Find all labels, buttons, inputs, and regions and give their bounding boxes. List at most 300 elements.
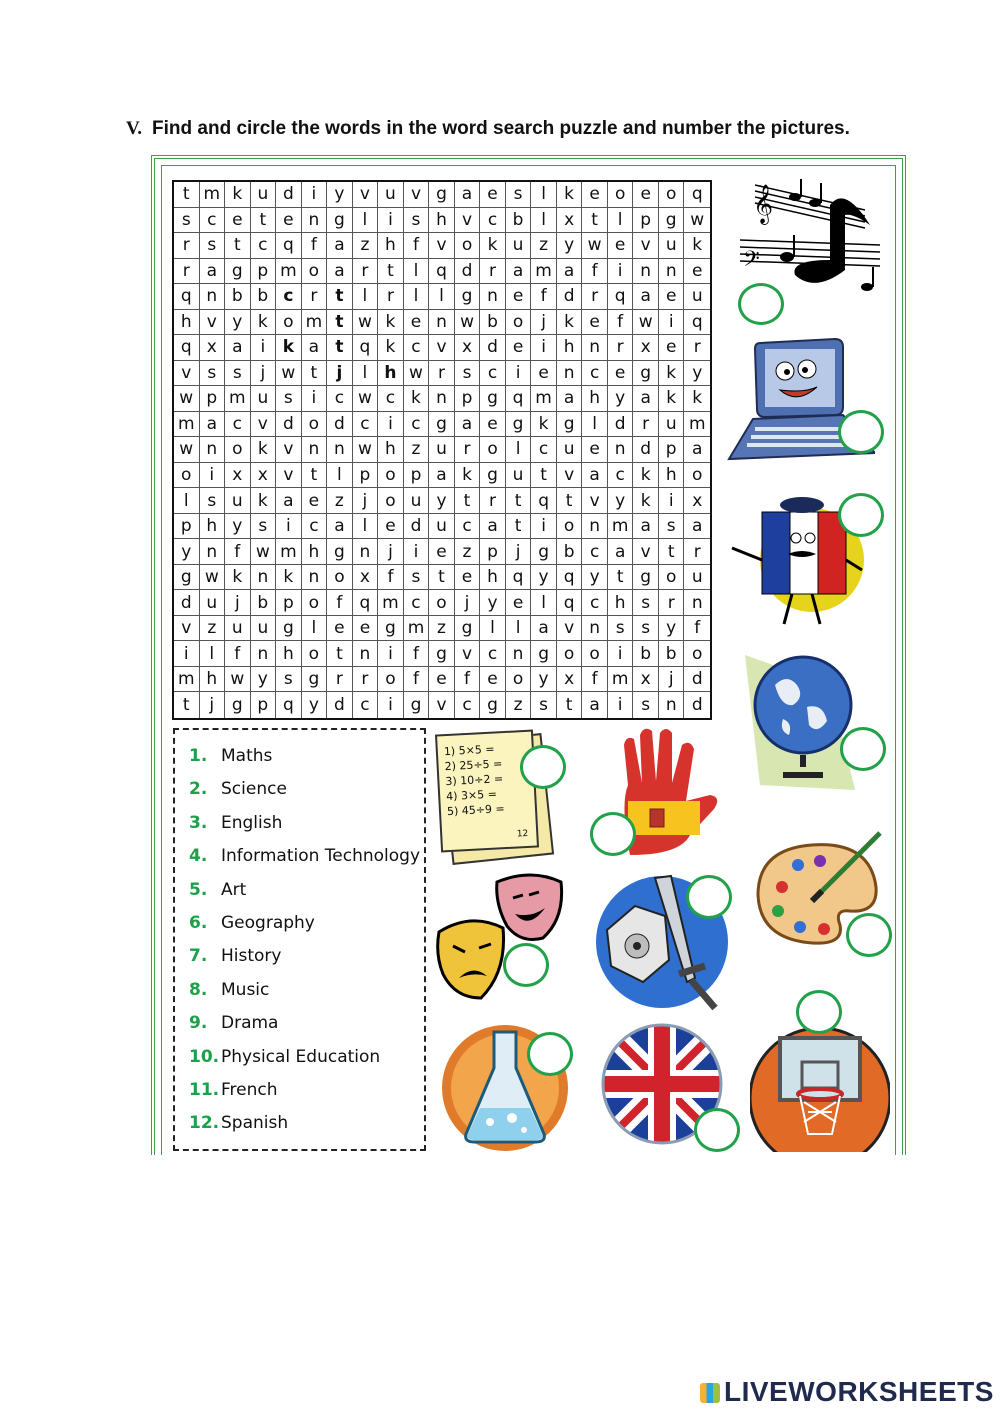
grid-cell[interactable]: q	[684, 310, 710, 336]
grid-cell[interactable]: c	[276, 284, 302, 310]
grid-cell[interactable]: a	[200, 259, 226, 285]
grid-cell[interactable]: d	[327, 412, 353, 438]
grid-cell[interactable]: e	[455, 565, 481, 591]
grid-cell[interactable]: e	[659, 284, 685, 310]
grid-cell[interactable]: k	[378, 310, 404, 336]
grid-cell[interactable]: h	[582, 386, 608, 412]
grid-cell[interactable]: l	[531, 208, 557, 234]
grid-cell[interactable]: d	[455, 259, 481, 285]
grid-cell[interactable]: v	[429, 335, 455, 361]
grid-cell[interactable]: l	[353, 208, 379, 234]
grid-cell[interactable]: a	[506, 259, 532, 285]
grid-cell[interactable]: m	[531, 259, 557, 285]
grid-cell[interactable]: q	[506, 386, 532, 412]
grid-cell[interactable]: o	[659, 565, 685, 591]
grid-cell[interactable]: k	[251, 437, 277, 463]
grid-cell[interactable]: f	[684, 616, 710, 642]
grid-cell[interactable]: i	[608, 641, 634, 667]
grid-cell[interactable]: e	[378, 514, 404, 540]
grid-cell[interactable]: q	[429, 259, 455, 285]
grid-cell[interactable]: v	[276, 437, 302, 463]
grid-cell[interactable]: j	[659, 667, 685, 693]
grid-cell[interactable]: o	[659, 182, 685, 208]
grid-cell[interactable]: c	[531, 437, 557, 463]
grid-cell[interactable]: s	[633, 616, 659, 642]
grid-cell[interactable]: q	[557, 565, 583, 591]
grid-cell[interactable]: v	[200, 310, 226, 336]
grid-cell[interactable]: k	[531, 412, 557, 438]
grid-cell[interactable]: w	[582, 233, 608, 259]
grid-cell[interactable]: o	[302, 412, 328, 438]
grid-cell[interactable]: q	[608, 284, 634, 310]
grid-cell[interactable]: g	[429, 641, 455, 667]
grid-cell[interactable]: k	[557, 182, 583, 208]
grid-cell[interactable]: u	[404, 488, 430, 514]
grid-cell[interactable]: a	[429, 463, 455, 489]
grid-cell[interactable]: o	[327, 565, 353, 591]
grid-cell[interactable]: s	[200, 361, 226, 387]
grid-cell[interactable]: r	[608, 335, 634, 361]
grid-cell[interactable]: c	[582, 590, 608, 616]
grid-cell[interactable]: a	[684, 437, 710, 463]
grid-cell[interactable]: i	[531, 514, 557, 540]
grid-cell[interactable]: c	[327, 386, 353, 412]
grid-cell[interactable]: b	[506, 208, 532, 234]
grid-cell[interactable]: y	[557, 233, 583, 259]
grid-cell[interactable]: v	[174, 361, 200, 387]
grid-cell[interactable]: s	[506, 182, 532, 208]
grid-cell[interactable]: v	[174, 616, 200, 642]
grid-cell[interactable]: c	[200, 208, 226, 234]
grid-cell[interactable]: g	[480, 463, 506, 489]
answer-circle-french[interactable]	[838, 493, 884, 537]
grid-cell[interactable]: n	[327, 437, 353, 463]
grid-cell[interactable]: y	[608, 488, 634, 514]
grid-cell[interactable]: o	[506, 667, 532, 693]
grid-cell[interactable]: r	[302, 284, 328, 310]
grid-cell[interactable]: e	[608, 233, 634, 259]
grid-cell[interactable]: z	[429, 616, 455, 642]
grid-cell[interactable]: f	[225, 539, 251, 565]
grid-cell[interactable]: n	[429, 386, 455, 412]
grid-cell[interactable]: t	[302, 361, 328, 387]
grid-cell[interactable]: i	[608, 259, 634, 285]
grid-cell[interactable]: a	[276, 488, 302, 514]
grid-cell[interactable]: c	[480, 361, 506, 387]
word-search-grid[interactable]	[172, 180, 712, 720]
grid-cell[interactable]: c	[455, 514, 481, 540]
grid-cell[interactable]: l	[353, 284, 379, 310]
grid-cell[interactable]: x	[684, 488, 710, 514]
grid-cell[interactable]: t	[174, 182, 200, 208]
grid-cell[interactable]: n	[506, 641, 532, 667]
grid-cell[interactable]: c	[353, 412, 379, 438]
grid-cell[interactable]: t	[378, 259, 404, 285]
grid-cell[interactable]: o	[302, 259, 328, 285]
grid-cell[interactable]: d	[174, 590, 200, 616]
grid-cell[interactable]: c	[480, 641, 506, 667]
grid-cell[interactable]: e	[582, 437, 608, 463]
grid-cell[interactable]: k	[276, 335, 302, 361]
grid-cell[interactable]: o	[455, 233, 481, 259]
grid-cell[interactable]: e	[429, 539, 455, 565]
grid-cell[interactable]: k	[225, 182, 251, 208]
grid-cell[interactable]: d	[480, 335, 506, 361]
grid-cell[interactable]: g	[531, 641, 557, 667]
grid-cell[interactable]: n	[200, 437, 226, 463]
grid-cell[interactable]: x	[200, 335, 226, 361]
grid-cell[interactable]: i	[302, 386, 328, 412]
grid-cell[interactable]: k	[251, 488, 277, 514]
grid-cell[interactable]: u	[659, 412, 685, 438]
grid-cell[interactable]: y	[302, 692, 328, 718]
grid-cell[interactable]: q	[531, 488, 557, 514]
grid-cell[interactable]: j	[327, 361, 353, 387]
grid-cell[interactable]: n	[582, 514, 608, 540]
grid-cell[interactable]: h	[174, 310, 200, 336]
grid-cell[interactable]: o	[684, 641, 710, 667]
grid-cell[interactable]: y	[174, 539, 200, 565]
grid-cell[interactable]: t	[659, 539, 685, 565]
grid-cell[interactable]: n	[633, 259, 659, 285]
grid-cell[interactable]: j	[531, 310, 557, 336]
grid-cell[interactable]: w	[353, 310, 379, 336]
answer-circle-drama[interactable]	[503, 943, 549, 987]
grid-cell[interactable]: b	[251, 284, 277, 310]
grid-cell[interactable]: v	[557, 616, 583, 642]
grid-cell[interactable]: z	[455, 539, 481, 565]
grid-cell[interactable]: s	[633, 590, 659, 616]
grid-cell[interactable]: p	[251, 259, 277, 285]
grid-cell[interactable]: i	[200, 463, 226, 489]
grid-cell[interactable]: y	[225, 310, 251, 336]
grid-cell[interactable]: a	[480, 514, 506, 540]
grid-cell[interactable]: d	[557, 284, 583, 310]
grid-cell[interactable]: e	[582, 182, 608, 208]
grid-cell[interactable]: y	[251, 667, 277, 693]
grid-cell[interactable]: w	[633, 310, 659, 336]
grid-cell[interactable]: e	[659, 335, 685, 361]
grid-cell[interactable]: y	[480, 590, 506, 616]
grid-cell[interactable]: w	[404, 361, 430, 387]
grid-cell[interactable]: o	[684, 463, 710, 489]
grid-cell[interactable]: i	[659, 310, 685, 336]
grid-cell[interactable]: s	[200, 233, 226, 259]
grid-cell[interactable]: g	[404, 692, 430, 718]
grid-cell[interactable]: p	[480, 539, 506, 565]
grid-cell[interactable]: h	[429, 208, 455, 234]
grid-cell[interactable]: m	[200, 182, 226, 208]
grid-cell[interactable]: c	[582, 539, 608, 565]
grid-cell[interactable]: h	[659, 463, 685, 489]
grid-cell[interactable]: n	[251, 565, 277, 591]
grid-cell[interactable]: e	[506, 284, 532, 310]
grid-cell[interactable]: p	[353, 463, 379, 489]
grid-cell[interactable]: f	[327, 590, 353, 616]
grid-cell[interactable]: a	[327, 514, 353, 540]
grid-cell[interactable]: a	[633, 386, 659, 412]
grid-cell[interactable]: b	[251, 590, 277, 616]
grid-cell[interactable]: s	[174, 208, 200, 234]
grid-cell[interactable]: i	[378, 412, 404, 438]
grid-cell[interactable]: i	[276, 514, 302, 540]
grid-cell[interactable]: u	[557, 437, 583, 463]
grid-cell[interactable]: f	[404, 641, 430, 667]
grid-cell[interactable]: t	[506, 488, 532, 514]
grid-cell[interactable]: r	[429, 361, 455, 387]
grid-cell[interactable]: b	[557, 539, 583, 565]
grid-cell[interactable]: t	[327, 284, 353, 310]
grid-cell[interactable]: s	[404, 208, 430, 234]
grid-cell[interactable]: c	[608, 463, 634, 489]
grid-cell[interactable]: x	[557, 667, 583, 693]
grid-cell[interactable]: e	[506, 590, 532, 616]
grid-cell[interactable]: l	[531, 590, 557, 616]
grid-cell[interactable]: u	[429, 514, 455, 540]
grid-cell[interactable]: v	[251, 412, 277, 438]
grid-cell[interactable]: d	[276, 182, 302, 208]
answer-circle-music[interactable]	[738, 283, 784, 325]
grid-cell[interactable]: f	[531, 284, 557, 310]
grid-cell[interactable]: y	[608, 386, 634, 412]
grid-cell[interactable]: t	[455, 488, 481, 514]
grid-cell[interactable]: p	[251, 692, 277, 718]
grid-cell[interactable]: e	[480, 667, 506, 693]
grid-cell[interactable]: j	[506, 539, 532, 565]
grid-cell[interactable]: g	[633, 361, 659, 387]
grid-cell[interactable]: g	[506, 412, 532, 438]
grid-cell[interactable]: n	[302, 565, 328, 591]
grid-cell[interactable]: u	[251, 616, 277, 642]
grid-cell[interactable]: t	[174, 692, 200, 718]
grid-cell[interactable]: k	[251, 310, 277, 336]
grid-cell[interactable]: y	[531, 565, 557, 591]
grid-cell[interactable]: o	[378, 463, 404, 489]
grid-cell[interactable]: c	[404, 412, 430, 438]
grid-cell[interactable]: e	[684, 259, 710, 285]
grid-cell[interactable]: e	[353, 616, 379, 642]
grid-cell[interactable]: r	[659, 590, 685, 616]
grid-cell[interactable]: s	[225, 361, 251, 387]
grid-cell[interactable]: q	[506, 565, 532, 591]
grid-cell[interactable]: l	[582, 412, 608, 438]
grid-cell[interactable]: v	[557, 463, 583, 489]
grid-cell[interactable]: w	[174, 437, 200, 463]
grid-cell[interactable]: o	[582, 641, 608, 667]
grid-cell[interactable]: a	[608, 539, 634, 565]
grid-cell[interactable]: a	[557, 259, 583, 285]
grid-cell[interactable]: y	[225, 514, 251, 540]
answer-circle-globe[interactable]	[840, 727, 886, 771]
grid-cell[interactable]: k	[633, 463, 659, 489]
grid-cell[interactable]: z	[200, 616, 226, 642]
grid-cell[interactable]: w	[353, 386, 379, 412]
grid-cell[interactable]: q	[353, 590, 379, 616]
grid-cell[interactable]: a	[327, 259, 353, 285]
grid-cell[interactable]: a	[633, 514, 659, 540]
grid-cell[interactable]: o	[378, 667, 404, 693]
grid-cell[interactable]: p	[659, 437, 685, 463]
grid-cell[interactable]: h	[276, 641, 302, 667]
grid-cell[interactable]: h	[302, 539, 328, 565]
grid-cell[interactable]: a	[200, 412, 226, 438]
grid-cell[interactable]: h	[557, 335, 583, 361]
grid-cell[interactable]: o	[429, 590, 455, 616]
grid-cell[interactable]: o	[557, 514, 583, 540]
grid-cell[interactable]: o	[302, 641, 328, 667]
grid-cell[interactable]: t	[582, 208, 608, 234]
grid-cell[interactable]: e	[302, 488, 328, 514]
grid-cell[interactable]: f	[404, 233, 430, 259]
grid-cell[interactable]: n	[608, 437, 634, 463]
grid-cell[interactable]: k	[404, 386, 430, 412]
grid-cell[interactable]: i	[251, 335, 277, 361]
grid-cell[interactable]: a	[455, 182, 481, 208]
grid-cell[interactable]: y	[327, 182, 353, 208]
grid-cell[interactable]: x	[251, 463, 277, 489]
grid-cell[interactable]: h	[378, 233, 404, 259]
grid-cell[interactable]: g	[327, 539, 353, 565]
grid-cell[interactable]: k	[659, 386, 685, 412]
grid-cell[interactable]: a	[582, 692, 608, 718]
answer-circle-pe[interactable]	[796, 990, 842, 1034]
grid-cell[interactable]: g	[480, 386, 506, 412]
grid-cell[interactable]: d	[691, 695, 703, 716]
grid-cell[interactable]: h	[200, 667, 226, 693]
grid-cell[interactable]: t	[557, 692, 583, 718]
grid-cell[interactable]: m	[531, 386, 557, 412]
grid-cell[interactable]: n	[582, 616, 608, 642]
grid-cell[interactable]: t	[531, 463, 557, 489]
grid-cell[interactable]: s	[455, 361, 481, 387]
grid-cell[interactable]: r	[353, 667, 379, 693]
grid-cell[interactable]: a	[225, 335, 251, 361]
grid-cell[interactable]: o	[276, 310, 302, 336]
grid-cell[interactable]: s	[659, 514, 685, 540]
grid-cell[interactable]: r	[174, 259, 200, 285]
grid-cell[interactable]: t	[608, 565, 634, 591]
grid-cell[interactable]: w	[200, 565, 226, 591]
grid-cell[interactable]: o	[608, 182, 634, 208]
grid-cell[interactable]: g	[225, 259, 251, 285]
grid-cell[interactable]: r	[353, 259, 379, 285]
grid-cell[interactable]: j	[225, 590, 251, 616]
grid-cell[interactable]: i	[378, 692, 404, 718]
grid-cell[interactable]: w	[174, 386, 200, 412]
grid-cell[interactable]: j	[455, 590, 481, 616]
grid-cell[interactable]: w	[251, 539, 277, 565]
grid-cell[interactable]: v	[353, 182, 379, 208]
grid-cell[interactable]: c	[455, 692, 481, 718]
grid-cell[interactable]: d	[608, 412, 634, 438]
grid-cell[interactable]: i	[378, 641, 404, 667]
grid-cell[interactable]: z	[327, 488, 353, 514]
grid-cell[interactable]: l	[302, 616, 328, 642]
grid-cell[interactable]: t	[506, 514, 532, 540]
grid-cell[interactable]: l	[506, 437, 532, 463]
grid-cell[interactable]: u	[225, 616, 251, 642]
grid-cell[interactable]: s	[531, 692, 557, 718]
grid-cell[interactable]: n	[200, 539, 226, 565]
grid-cell[interactable]: e	[276, 208, 302, 234]
grid-cell[interactable]: q	[557, 590, 583, 616]
grid-cell[interactable]: g	[378, 616, 404, 642]
grid-cell[interactable]: m	[174, 412, 200, 438]
grid-cell[interactable]: j	[353, 488, 379, 514]
grid-cell[interactable]: g	[276, 616, 302, 642]
grid-cell[interactable]: e	[480, 412, 506, 438]
grid-cell[interactable]: n	[684, 590, 710, 616]
grid-cell[interactable]: c	[251, 233, 277, 259]
grid-cell[interactable]: g	[531, 539, 557, 565]
grid-cell[interactable]: q	[276, 233, 302, 259]
grid-cell[interactable]: i	[378, 208, 404, 234]
grid-cell[interactable]: u	[506, 233, 532, 259]
grid-cell[interactable]: l	[404, 259, 430, 285]
grid-cell[interactable]: n	[251, 641, 277, 667]
answer-circle-maths[interactable]	[520, 745, 566, 789]
grid-cell[interactable]: g	[480, 692, 506, 718]
grid-cell[interactable]: t	[327, 310, 353, 336]
grid-cell[interactable]: a	[455, 412, 481, 438]
grid-cell[interactable]: f	[582, 667, 608, 693]
grid-cell[interactable]: a	[684, 514, 710, 540]
grid-cell[interactable]: r	[633, 412, 659, 438]
grid-cell[interactable]: n	[200, 284, 226, 310]
grid-cell[interactable]: d	[633, 437, 659, 463]
grid-cell[interactable]: t	[302, 463, 328, 489]
grid-cell[interactable]: a	[582, 463, 608, 489]
grid-cell[interactable]: k	[633, 488, 659, 514]
grid-cell[interactable]: l	[404, 284, 430, 310]
grid-cell[interactable]: c	[225, 412, 251, 438]
grid-cell[interactable]: e	[633, 182, 659, 208]
grid-cell[interactable]: s	[200, 488, 226, 514]
grid-cell[interactable]: v	[429, 233, 455, 259]
grid-cell[interactable]: g	[455, 284, 481, 310]
grid-cell[interactable]: l	[531, 182, 557, 208]
grid-cell[interactable]: u	[200, 590, 226, 616]
grid-cell[interactable]: m	[276, 539, 302, 565]
grid-cell[interactable]: v	[455, 641, 481, 667]
grid-cell[interactable]: y	[429, 488, 455, 514]
grid-cell[interactable]: c	[302, 514, 328, 540]
grid-cell[interactable]: y	[684, 361, 710, 387]
grid-cell[interactable]: e	[327, 616, 353, 642]
grid-cell[interactable]: f	[404, 667, 430, 693]
grid-cell[interactable]: q	[276, 692, 302, 718]
grid-cell[interactable]: a	[633, 284, 659, 310]
grid-cell[interactable]: z	[531, 233, 557, 259]
grid-cell[interactable]: n	[659, 692, 685, 718]
grid-cell[interactable]: e	[225, 208, 251, 234]
grid-cell[interactable]: t	[557, 488, 583, 514]
grid-cell[interactable]: l	[327, 463, 353, 489]
answer-circle-art[interactable]	[846, 913, 892, 957]
grid-cell[interactable]: e	[480, 182, 506, 208]
grid-cell[interactable]: g	[174, 565, 200, 591]
grid-cell[interactable]: x	[353, 565, 379, 591]
grid-cell[interactable]: s	[608, 616, 634, 642]
answer-circle-laptop[interactable]	[838, 410, 884, 454]
grid-cell[interactable]: m	[174, 667, 200, 693]
grid-cell[interactable]: n	[480, 284, 506, 310]
grid-cell[interactable]: k	[684, 233, 710, 259]
grid-cell[interactable]: m	[302, 310, 328, 336]
grid-cell[interactable]: n	[353, 641, 379, 667]
grid-cell[interactable]: f	[455, 667, 481, 693]
grid-cell[interactable]: r	[582, 284, 608, 310]
